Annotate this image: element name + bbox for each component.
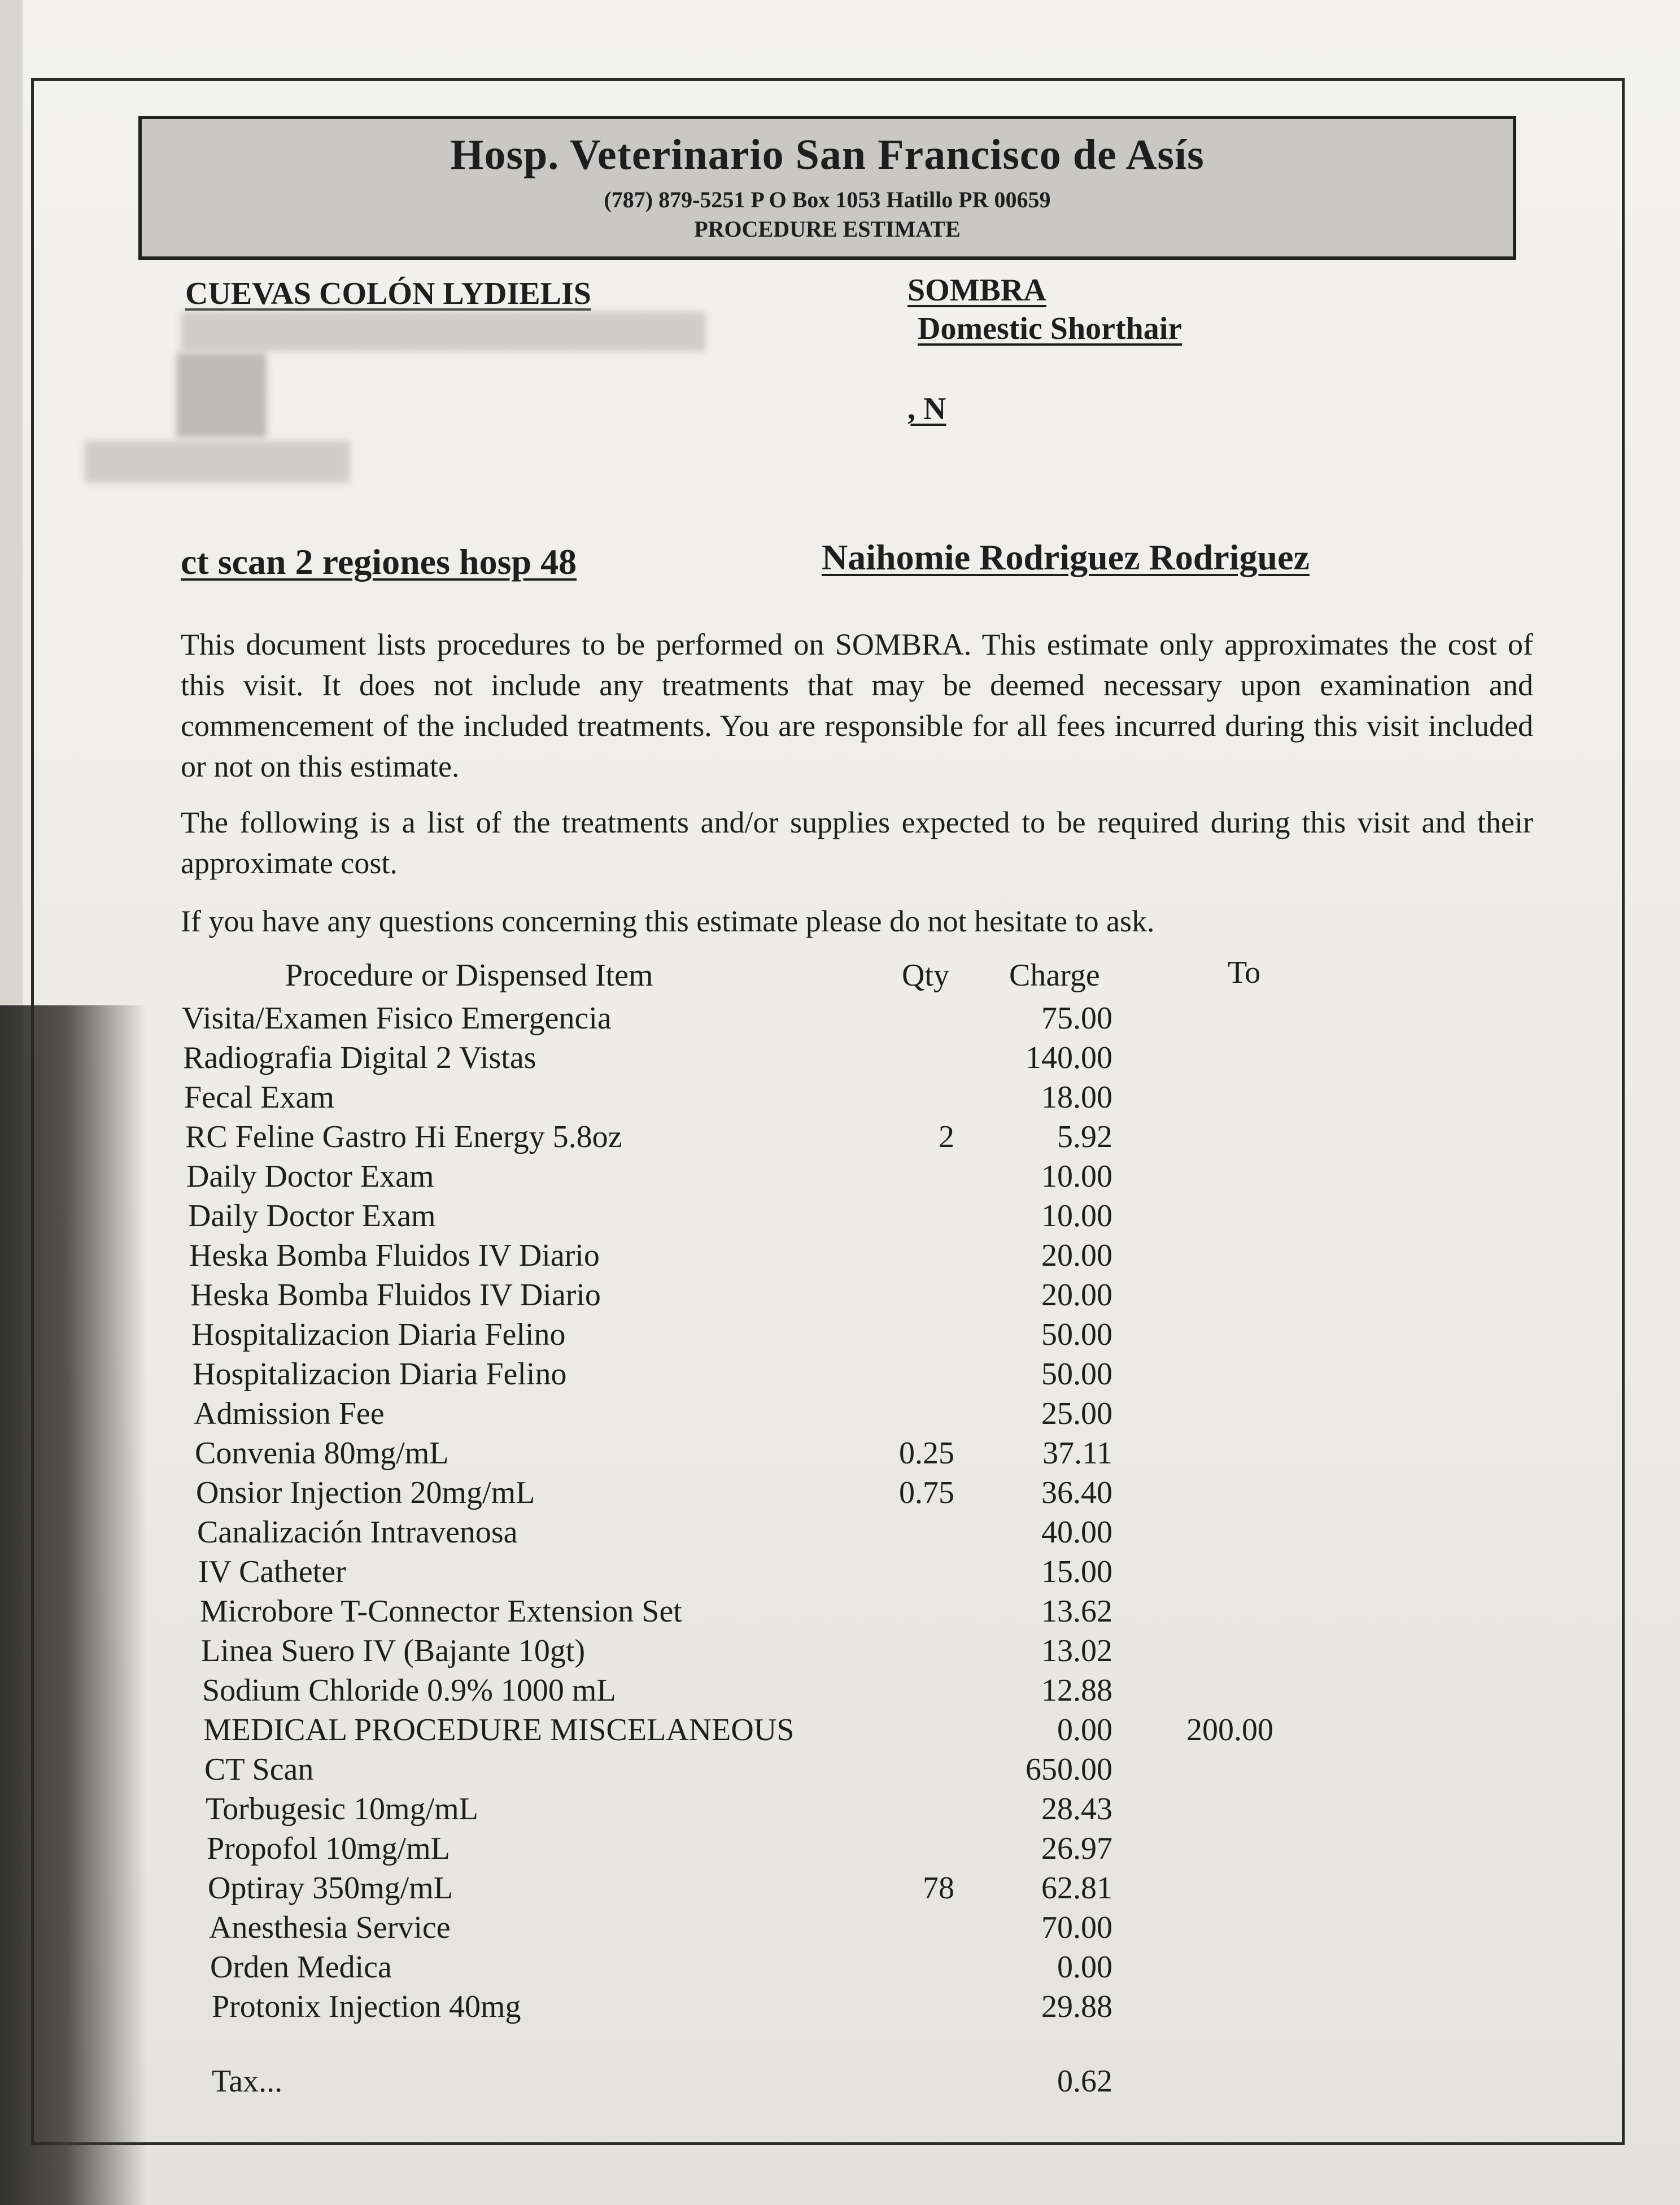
table-row bbox=[0, 1157, 1680, 1196]
item-name: Heska Bomba Fluidos IV Diario bbox=[190, 1278, 601, 1313]
item-name: Canalización Intravenosa bbox=[197, 1515, 518, 1550]
item-name: Admission Fee bbox=[194, 1396, 385, 1431]
client-name: CUEVAS COLÓN LYDIELIS bbox=[185, 276, 591, 311]
item-charge: 70.00 bbox=[1041, 1910, 1112, 1945]
item-charge: 26.97 bbox=[1041, 1831, 1112, 1866]
patient-name: SOMBRA bbox=[907, 273, 1046, 308]
item-charge: 36.40 bbox=[1041, 1475, 1112, 1510]
table-row bbox=[0, 1275, 1680, 1315]
item-name: Torbugesic 10mg/mL bbox=[206, 1792, 478, 1827]
letterhead bbox=[138, 116, 1516, 260]
item-charge: 10.00 bbox=[1041, 1159, 1112, 1194]
treatments-paragraph: The following is a list of the treatments and/or supplies expected to be required during this visit and their approximate cost. bbox=[181, 805, 1533, 880]
item-charge: 50.00 bbox=[1041, 1317, 1112, 1352]
table-row bbox=[0, 1552, 1680, 1592]
table-row bbox=[0, 1394, 1680, 1433]
table-row bbox=[0, 1473, 1680, 1513]
table-row bbox=[0, 1315, 1680, 1354]
item-name: Sodium Chloride 0.9% 1000 mL bbox=[202, 1673, 616, 1708]
item-charge: 40.00 bbox=[1041, 1515, 1112, 1550]
item-charge: 5.92 bbox=[1057, 1119, 1112, 1154]
item-charge: 140.00 bbox=[1026, 1040, 1112, 1075]
table-row bbox=[0, 1868, 1680, 1908]
item-charge: 0.00 bbox=[1057, 1950, 1112, 1985]
tax-row bbox=[0, 2062, 1680, 2101]
item-charge: 12.88 bbox=[1041, 1673, 1112, 1708]
item-charge: 50.00 bbox=[1041, 1357, 1112, 1392]
item-charge: 18.00 bbox=[1041, 1080, 1112, 1115]
table-row bbox=[0, 1750, 1680, 1789]
questions-paragraph: If you have any questions concerning this estimate please do not hesitate to ask. bbox=[181, 904, 1155, 938]
item-charge: 13.02 bbox=[1041, 1633, 1112, 1668]
item-name: Anesthesia Service bbox=[209, 1910, 451, 1945]
hospital-address: (787) 879-5251 P O Box 1053 Hatillo PR 00659 bbox=[604, 187, 1051, 212]
item-name: Hospitalizacion Diaria Felino bbox=[191, 1317, 566, 1352]
table-row bbox=[0, 1987, 1680, 2027]
tax-charge: 0.62 bbox=[1057, 2064, 1112, 2099]
item-name: RC Feline Gastro Hi Energy 5.8oz bbox=[185, 1119, 622, 1154]
table-row bbox=[0, 1710, 1680, 1750]
table-row bbox=[0, 1038, 1680, 1078]
item-name: Microbore T-Connector Extension Set bbox=[200, 1594, 682, 1629]
header-qty: Qty bbox=[902, 958, 949, 993]
item-name: Daily Doctor Exam bbox=[188, 1199, 436, 1234]
tax-label: Tax... bbox=[212, 2064, 283, 2099]
patient-sex: , N bbox=[907, 391, 946, 426]
table-row bbox=[0, 1671, 1680, 1710]
item-name: Radiografia Digital 2 Vistas bbox=[183, 1040, 536, 1075]
redacted-address-line-1 bbox=[181, 312, 706, 351]
header-total: To bbox=[1228, 955, 1261, 990]
item-qty: 78 bbox=[923, 1871, 954, 1906]
estimate-title: ct scan 2 regiones hosp 48 bbox=[181, 542, 577, 582]
table-row bbox=[0, 1631, 1680, 1671]
item-name: Propofol 10mg/mL bbox=[207, 1831, 450, 1866]
table-row bbox=[0, 1592, 1680, 1631]
table-row bbox=[0, 1236, 1680, 1275]
header-charge: Charge bbox=[1009, 958, 1100, 993]
item-charge: 20.00 bbox=[1041, 1278, 1112, 1313]
header-item: Procedure or Dispensed Item bbox=[285, 958, 653, 993]
item-name: Fecal Exam bbox=[184, 1080, 334, 1115]
item-charge: 0.00 bbox=[1057, 1712, 1112, 1748]
item-name: Orden Medica bbox=[210, 1950, 392, 1985]
item-charge: 75.00 bbox=[1041, 1001, 1112, 1036]
item-charge: 650.00 bbox=[1026, 1752, 1112, 1787]
table-row bbox=[0, 1513, 1680, 1552]
item-name: Hospitalizacion Diaria Felino bbox=[193, 1357, 567, 1392]
item-charge: 20.00 bbox=[1041, 1238, 1112, 1273]
item-qty: 0.75 bbox=[899, 1475, 954, 1510]
item-name: Linea Suero IV (Bajante 10gt) bbox=[201, 1633, 586, 1668]
redacted-address-line-2 bbox=[85, 441, 350, 483]
item-total: 200.00 bbox=[1186, 1712, 1273, 1748]
item-charge: 25.00 bbox=[1041, 1396, 1112, 1431]
item-name: Protonix Injection 40mg bbox=[212, 1989, 521, 2024]
item-charge: 15.00 bbox=[1041, 1554, 1112, 1589]
item-charge: 10.00 bbox=[1041, 1199, 1112, 1234]
table-row bbox=[0, 1117, 1680, 1157]
table-row bbox=[0, 999, 1680, 1038]
item-name: Daily Doctor Exam bbox=[186, 1159, 434, 1194]
item-name: Convenia 80mg/mL bbox=[195, 1436, 449, 1471]
item-qty: 0.25 bbox=[899, 1436, 954, 1471]
item-name: MEDICAL PROCEDURE MISCELANEOUS bbox=[203, 1712, 795, 1748]
item-charge: 28.43 bbox=[1041, 1792, 1112, 1827]
item-charge: 29.88 bbox=[1041, 1989, 1112, 2024]
document-type: PROCEDURE ESTIMATE bbox=[694, 216, 961, 242]
table-row bbox=[0, 1354, 1680, 1394]
item-name: Onsior Injection 20mg/mL bbox=[196, 1475, 535, 1510]
item-name: IV Catheter bbox=[198, 1554, 346, 1589]
table-row bbox=[0, 1196, 1680, 1236]
patient-breed: Domestic Shorthair bbox=[918, 311, 1182, 346]
table-row bbox=[0, 1078, 1680, 1117]
item-name: Heska Bomba Fluidos IV Diario bbox=[189, 1238, 600, 1273]
redacted-address-block bbox=[176, 353, 267, 438]
table-row bbox=[0, 1433, 1680, 1473]
intro-paragraph: This document lists procedures to be performed on SOMBRA. This estimate only approximates the cost of this visit. It does not include any treatments that may be deemed necessary upon examination and commencement of the included treatments. You are responsible for all fees incurred during this visit included or not on this estimate. bbox=[181, 627, 1533, 783]
doctor-name: Naihomie Rodriguez Rodriguez bbox=[822, 537, 1310, 577]
item-charge: 62.81 bbox=[1041, 1871, 1112, 1906]
table-row bbox=[0, 1789, 1680, 1829]
item-qty: 2 bbox=[939, 1119, 954, 1154]
item-name: CT Scan bbox=[204, 1752, 314, 1787]
item-charge: 13.62 bbox=[1041, 1594, 1112, 1629]
table-row bbox=[0, 1947, 1680, 1987]
table-row bbox=[0, 1908, 1680, 1947]
item-charge: 37.11 bbox=[1042, 1436, 1112, 1471]
item-name: Visita/Examen Fisico Emergencia bbox=[182, 1001, 612, 1036]
item-name: Optiray 350mg/mL bbox=[208, 1871, 453, 1906]
hospital-name: Hosp. Veterinario San Francisco de Asís bbox=[450, 131, 1205, 178]
table-row bbox=[0, 1829, 1680, 1868]
